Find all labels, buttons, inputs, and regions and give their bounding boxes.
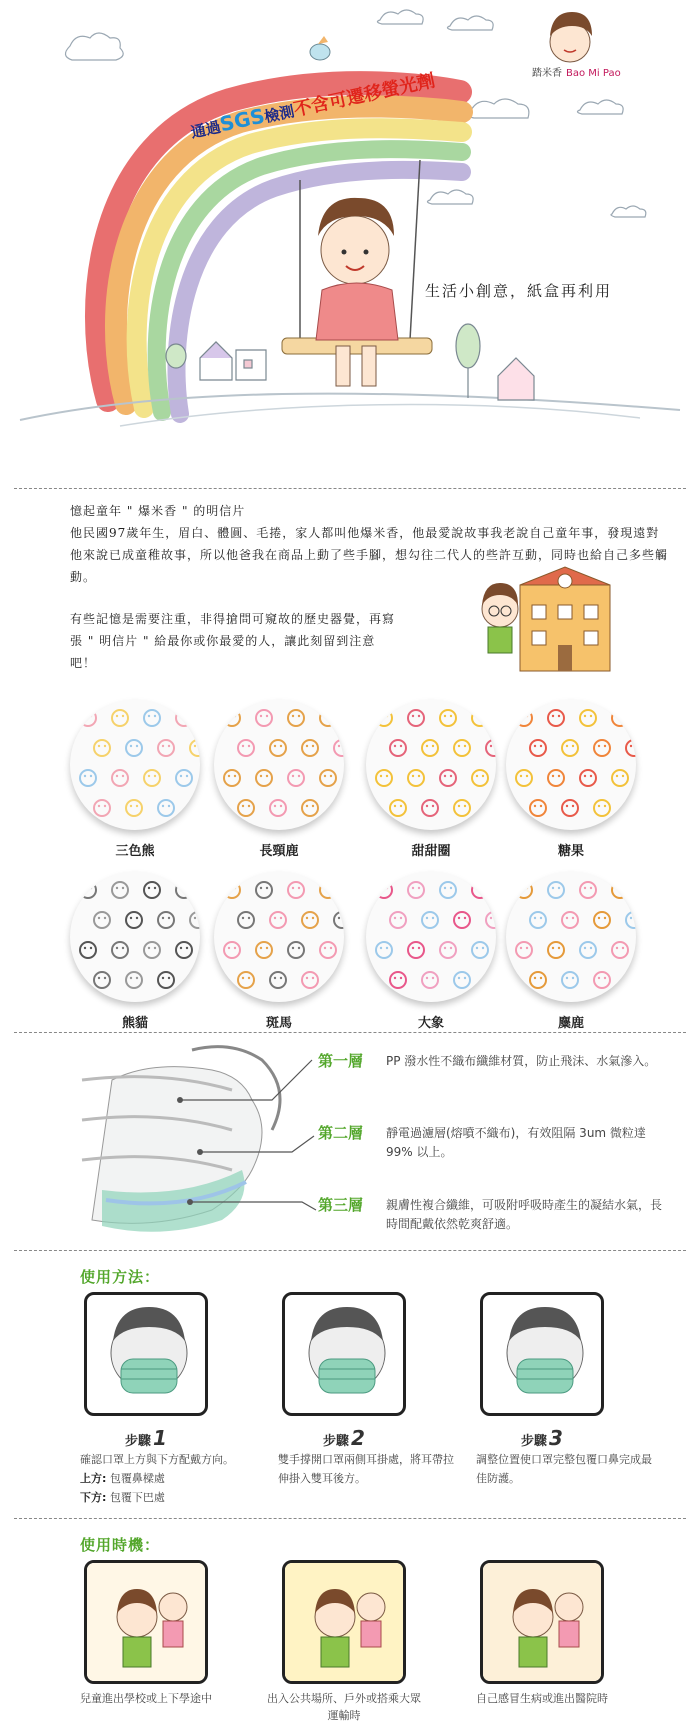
section-divider [14,1518,686,1519]
occasions-title: 使用時機： [80,1536,161,1554]
pattern-card [214,700,344,859]
step-description [476,1450,656,1488]
badge-middle: 檢測 [262,102,296,127]
occasion-illustration [282,1560,406,1684]
step-text: 調整位置使口罩完整包覆口鼻完成最佳防護。 [476,1453,652,1485]
brand-cn: 踏米香 [532,68,562,79]
step-label [480,1426,604,1450]
pattern-swatch [366,700,496,830]
pattern-label: 甜甜圈 [411,844,451,859]
brand-label [532,64,621,79]
pattern-swatch [506,872,636,1002]
step-illustration [84,1292,208,1416]
layer-description: 親膚性複合纖維，可吸附呼吸時產生的凝結水氣，長時間配戴依然乾爽舒適。 [386,1198,663,1231]
pattern-label: 三色熊 [115,844,155,859]
step-word: 步驟 [521,1434,548,1449]
step-number: 2 [351,1426,365,1450]
step-description [278,1450,458,1488]
pattern-label: 斑馬 [265,1016,292,1031]
step-label [282,1426,406,1450]
badge-claim: 不含可遷移螢光劑 [291,70,438,121]
section-divider [14,1032,686,1033]
step-text: 雙手撐開口罩兩側耳掛處，將耳帶拉伸掛入雙耳後方。 [278,1453,454,1485]
story-paragraph-1: 他民國97歲年生，眉白、體圓、毛捲，家人都叫他爆米香，他最愛說故事我老說自己童年事，發現遠對他來說已成童稚故事，所以他爸我在商品上動了些手腳，想勾往二代人的些許互動，同時也給自己多些觸動。 [70,526,669,584]
section-divider [14,1250,686,1251]
occasion-caption: 出入公共場所、戶外或搭乘大眾運輸時 [267,1692,421,1722]
pattern-card [506,872,636,1031]
layer-title: 第二層 [318,1124,364,1142]
top-label: 上方: [80,1472,107,1485]
pattern-label: 長頸鹿 [259,844,299,859]
hero-slogan: 生活小創意，紙盒再利用 [425,282,613,300]
pattern-card [366,872,496,1031]
pattern-label: 麋鹿 [557,1016,584,1031]
bottom-label: 下方: [80,1491,107,1504]
pattern-swatch [214,700,344,830]
usage-title: 使用方法： [80,1268,161,1286]
step-description [80,1450,260,1507]
step-number: 3 [549,1426,563,1450]
layer-description: PP 潑水性不織布纖維材質，防止飛沫、水氣滲入。 [386,1054,657,1068]
badge-prefix: 通過 [189,117,223,142]
pattern-card [70,872,200,1031]
mask-layers-diagram [72,1040,332,1240]
occasion-illustration [84,1560,208,1684]
pattern-swatch [506,700,636,830]
hero-banner [0,0,700,480]
pattern-label: 熊貓 [121,1016,148,1031]
story-paragraph-2: 有些記憶是需要注重，非得搶問可窺故的歷史器覺，再寫張 " 明信片 " 給最你或你最愛的人，讓此刻留到注意吧！ [70,612,396,670]
pattern-label: 糖果 [557,844,584,859]
bottom-text: 包覆下巴處 [109,1491,165,1504]
pattern-card [70,700,200,859]
step-illustration [282,1292,406,1416]
step-top-note [80,1469,260,1488]
brand-en: Bao Mi Pao [566,68,621,79]
pattern-card [366,700,496,859]
story-title: 憶起童年 " 爆米香 " 的明信片 [70,504,246,518]
layer-title: 第一層 [318,1052,364,1070]
step-word: 步驟 [125,1434,152,1449]
sgs-text: SGS [217,103,267,137]
pattern-swatch [366,872,496,1002]
school-kid-illustration [470,565,620,675]
pattern-swatch [70,700,200,830]
layer-title: 第三層 [318,1196,364,1214]
occasion-caption: 兒童進出學校或上下學途中 [80,1692,212,1705]
step-illustration [480,1292,604,1416]
step-text: 確認口罩上方與下方配戴方向。 [80,1453,234,1466]
step-number: 1 [153,1426,167,1450]
top-text: 包覆鼻樑處 [109,1472,165,1485]
pattern-swatch [214,872,344,1002]
step-label [84,1426,208,1450]
occasion-illustration [480,1560,604,1684]
section-divider [14,488,686,489]
step-word: 步驟 [323,1434,350,1449]
step-bottom-note [80,1488,260,1507]
layer-description: 靜電過濾層(熔噴不織布)，有效阻隔 3um 微粒達 99% 以上。 [386,1126,646,1159]
occasion-caption: 自己感冒生病或進出醫院時 [476,1692,608,1705]
pattern-label: 大象 [417,1016,444,1031]
pattern-card [214,872,344,1031]
pattern-card [506,700,636,859]
pattern-swatch [70,872,200,1002]
